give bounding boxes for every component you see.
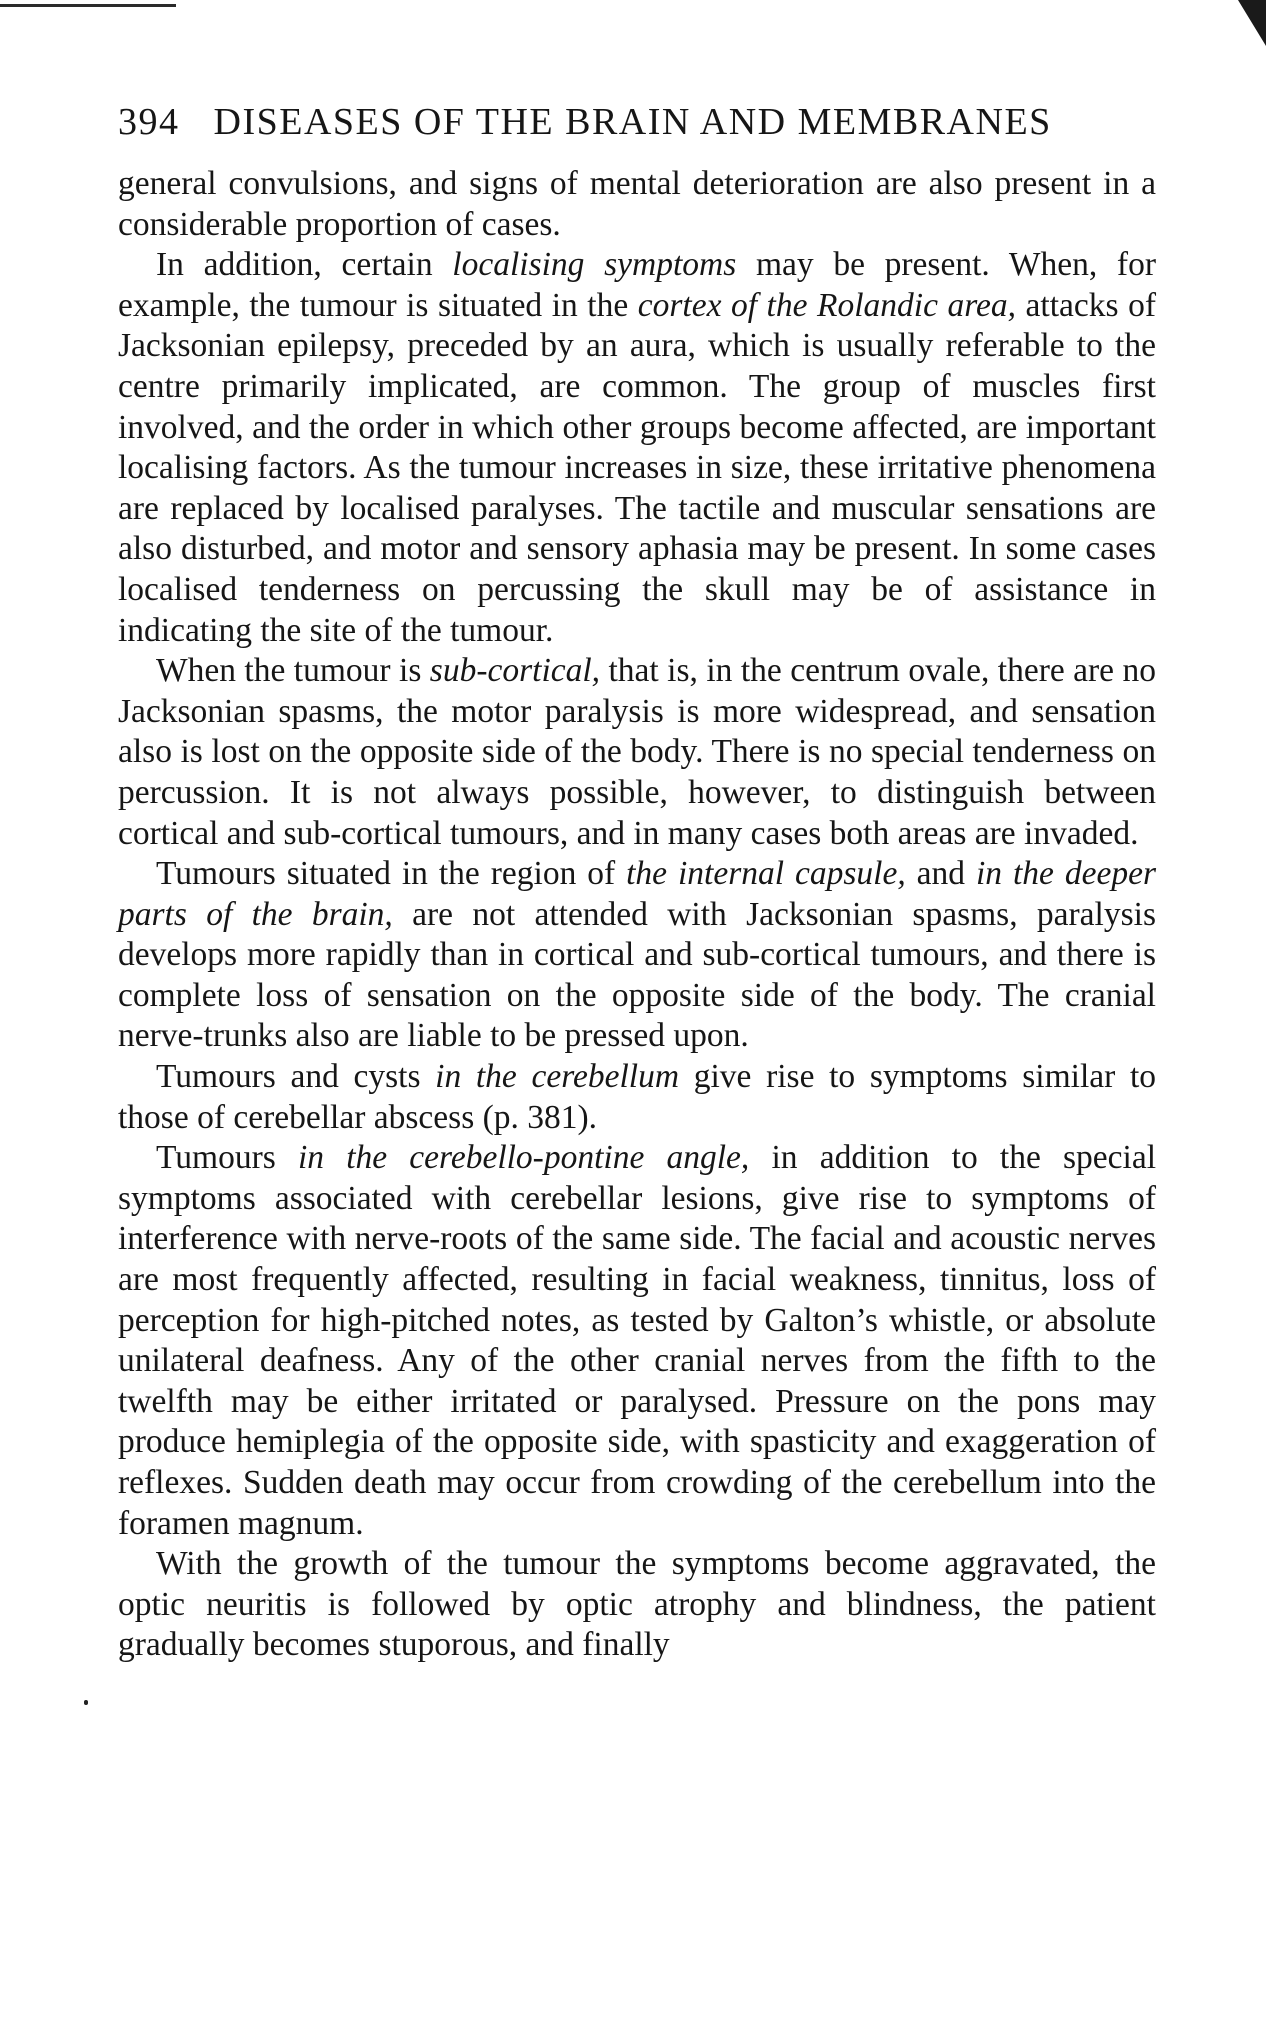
text-run: in addition to the special symptoms associated with cerebellar lesions, give rise to symptoms of interference with nerve-roots of the same side. The facial and acoustic nerves are most frequently affected, resulting in facial weakness, tinnitus, loss of perception for high-pitched notes, as tested by Galton’s whistle, or absolute unilateral deafness. Any of the other cranial nerves from the fifth to the twelfth may be either irritated or paralysed. Pressure on the pons may produce hemiplegia of the opposite side, with spasticity and exaggeration of reflexes. Sudden death may occur from crowding of the cerebellum into the foramen magnum. [118,1139,1156,1542]
body-text [118,164,1156,1666]
scan-edge-line [0,4,176,7]
page-number: 394 [118,101,180,143]
text-run: give rise to symptoms similar to those of cerebellar abscess (p. 381). [118,1058,1157,1136]
italic-phrase: in the deeper parts of the brain, [118,855,1156,933]
text-run: Tumours [156,1139,298,1177]
text-run: When the tumour is [156,652,430,690]
book-page [118,100,1156,1666]
text-run: that is, in the centrum ovale, there are no Jacksonian spasms, the motor paralysis is more widespread, and sensation also is lost on the opposite side of the body. There is no special tenderness on percussion. It is not always possible, however, to distinguish between cortical and sub-cortical tumours, and in many cases both areas are invaded. [118,652,1156,852]
text-run: are not attended with Jacksonian spasms, paralysis develops more rapidly than in cortical and sub-cortical tumours, and there is complete loss of sensation on the opposite side of the body. The cranial nerve-trunks also are liable to be pressed upon. [118,895,1156,1055]
italic-phrase: in the cerebellum [435,1058,680,1096]
text-run: Tumours and cysts [156,1058,436,1096]
text-run: With the growth of the tumour the symptoms become aggravated, the optic neuritis is followed by optic atrophy and blindness, the patient gradually becomes stuporous, and finally [118,1545,1156,1664]
italic-phrase: the internal capsule, [626,855,906,893]
scan-corner-mark [1238,0,1266,46]
paragraph [118,1544,1156,1666]
paragraph [118,651,1156,854]
paragraph [118,1057,1156,1138]
italic-phrase: sub-cortical, [429,652,601,690]
text-run: attacks of Jacksonian epilepsy, preceded by an aura, which is usually referable to the centre primarily implicated, are common. The group of muscles first involved, and the order in which other groups become affected, are important localising factors. As the tumour increases in size, these irritative phenomena are replaced by localised paralyses. The tactile and muscular sensations are also disturbed, and motor and sensory aphasia may be present. In some cases localised tenderness on percussing the skull may be of assistance in indicating the site of the tumour. [118,286,1156,649]
text-run: and [905,855,976,893]
running-title: DISEASES OF THE BRAIN AND MEMBRANES [213,101,1052,143]
italic-phrase: in the cerebello-pontine angle, [297,1139,750,1177]
text-run: Tumours situated in the region of [156,855,627,893]
paragraph [118,854,1156,1057]
paragraph [118,245,1156,651]
italic-phrase: cortex of the Rolandic area, [637,286,1017,324]
text-run: general convulsions, and signs of mental deterioration are also present in a considerable proportion of cases. [118,165,1156,243]
margin-speck [84,1700,88,1705]
text-run: In addition, certain [156,246,453,284]
running-head [118,100,1156,144]
paragraph [118,1138,1156,1544]
paragraph [118,164,1156,245]
italic-phrase: localising symptoms [452,246,737,284]
text-run: may be present. When, for example, the tumour is situated in the [118,246,1156,324]
